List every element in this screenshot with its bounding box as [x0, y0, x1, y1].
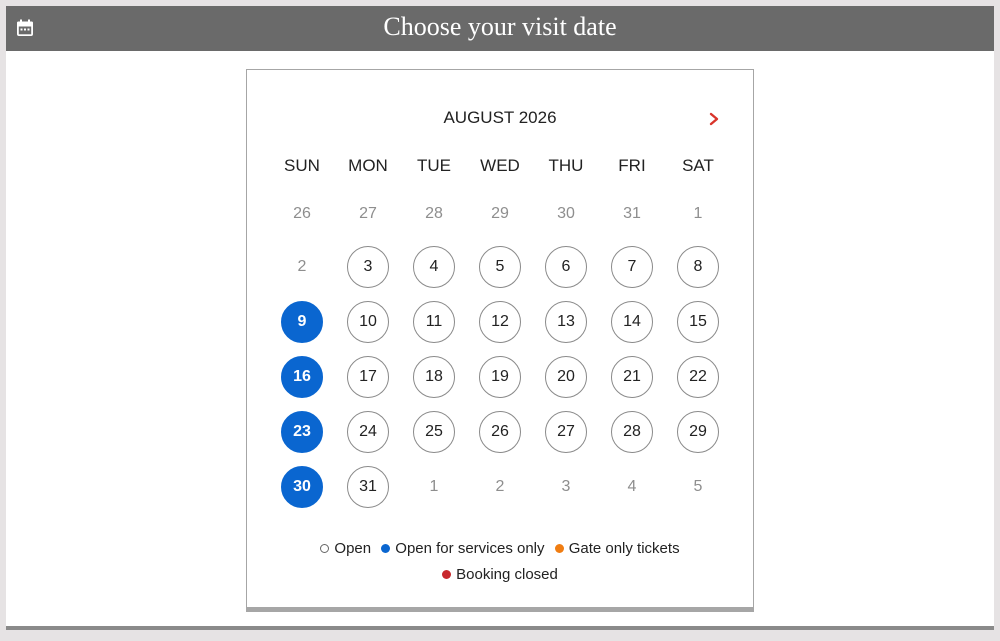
page-bottom-bar — [6, 626, 994, 630]
day-cell-outside-month: 28 — [425, 205, 443, 222]
day-cell[interactable]: 14 — [611, 301, 653, 343]
day-cell[interactable]: 11 — [413, 301, 455, 343]
legend-service — [381, 540, 544, 557]
day-cell-outside-month: 29 — [491, 205, 509, 222]
day-cell[interactable]: 7 — [611, 246, 653, 288]
day-cell[interactable]: 29 — [677, 411, 719, 453]
day-cell-outside-month: 2 — [297, 258, 307, 275]
day-cell[interactable]: 10 — [347, 301, 389, 343]
day-cell[interactable]: 26 — [479, 411, 521, 453]
day-cell-outside-month: 5 — [693, 478, 703, 495]
day-cell[interactable]: 19 — [479, 356, 521, 398]
day-cell[interactable]: 4 — [413, 246, 455, 288]
day-cell-outside-month: 1 — [429, 478, 439, 495]
page-frame — [6, 6, 994, 630]
page-title: Choose your visit date — [383, 12, 617, 41]
day-cell[interactable]: 5 — [479, 246, 521, 288]
day-cell[interactable]: 24 — [347, 411, 389, 453]
day-cell[interactable]: 13 — [545, 301, 587, 343]
day-cell[interactable]: 18 — [413, 356, 455, 398]
weekday-sun: SUN — [284, 156, 320, 175]
day-cell[interactable]: 27 — [545, 411, 587, 453]
legend-row-1 — [247, 540, 753, 557]
day-cell[interactable]: 30 — [281, 466, 323, 508]
day-cell-outside-month: 31 — [623, 205, 641, 222]
day-cell[interactable]: 15 — [677, 301, 719, 343]
closed-dot-icon — [442, 570, 451, 579]
legend-service-label: Open for services only — [395, 540, 545, 557]
header-bar — [6, 6, 994, 51]
service-dot-icon — [381, 544, 390, 553]
day-cell-outside-month: 2 — [495, 478, 505, 495]
weekday-tue: TUE — [417, 156, 451, 175]
day-cell[interactable]: 3 — [347, 246, 389, 288]
day-cell[interactable]: 22 — [677, 356, 719, 398]
day-cell[interactable]: 12 — [479, 301, 521, 343]
day-cell[interactable]: 6 — [545, 246, 587, 288]
day-cell-outside-month: 30 — [557, 205, 575, 222]
day-cell[interactable]: 23 — [281, 411, 323, 453]
day-cell[interactable]: 20 — [545, 356, 587, 398]
legend-gate — [555, 540, 680, 557]
legend-gate-label: Gate only tickets — [568, 540, 680, 557]
day-cell[interactable]: 8 — [677, 246, 719, 288]
day-cell[interactable]: 31 — [347, 466, 389, 508]
weekday-thu: THU — [548, 156, 584, 175]
gate-dot-icon — [555, 544, 564, 553]
open-dot-icon — [320, 544, 329, 553]
month-label: AUGUST 2026 — [443, 108, 557, 127]
day-cell-outside-month: 1 — [693, 205, 703, 222]
legend-open-label: Open — [334, 540, 372, 557]
day-cell-outside-month: 27 — [359, 205, 377, 222]
day-cell-outside-month: 3 — [561, 478, 571, 495]
card-bottom-border — [247, 607, 753, 612]
weekday-sat: SAT — [682, 156, 714, 175]
legend-row-2 — [247, 566, 753, 583]
day-cell[interactable]: 16 — [281, 356, 323, 398]
legend-closed-label: Booking closed — [456, 566, 558, 583]
day-cell[interactable]: 17 — [347, 356, 389, 398]
chevron-right-icon[interactable] — [703, 108, 725, 130]
day-cell[interactable]: 28 — [611, 411, 653, 453]
day-cell-outside-month: 4 — [627, 478, 637, 495]
day-cell[interactable]: 21 — [611, 356, 653, 398]
day-cell[interactable]: 9 — [281, 301, 323, 343]
legend-closed — [442, 566, 558, 583]
day-cell[interactable]: 25 — [413, 411, 455, 453]
day-cell-outside-month: 26 — [293, 205, 311, 222]
weekday-fri: FRI — [618, 156, 646, 175]
calendar-card — [246, 69, 754, 612]
weekday-wed: WED — [480, 156, 520, 175]
weekday-mon: MON — [348, 156, 388, 175]
legend-open — [320, 540, 371, 557]
